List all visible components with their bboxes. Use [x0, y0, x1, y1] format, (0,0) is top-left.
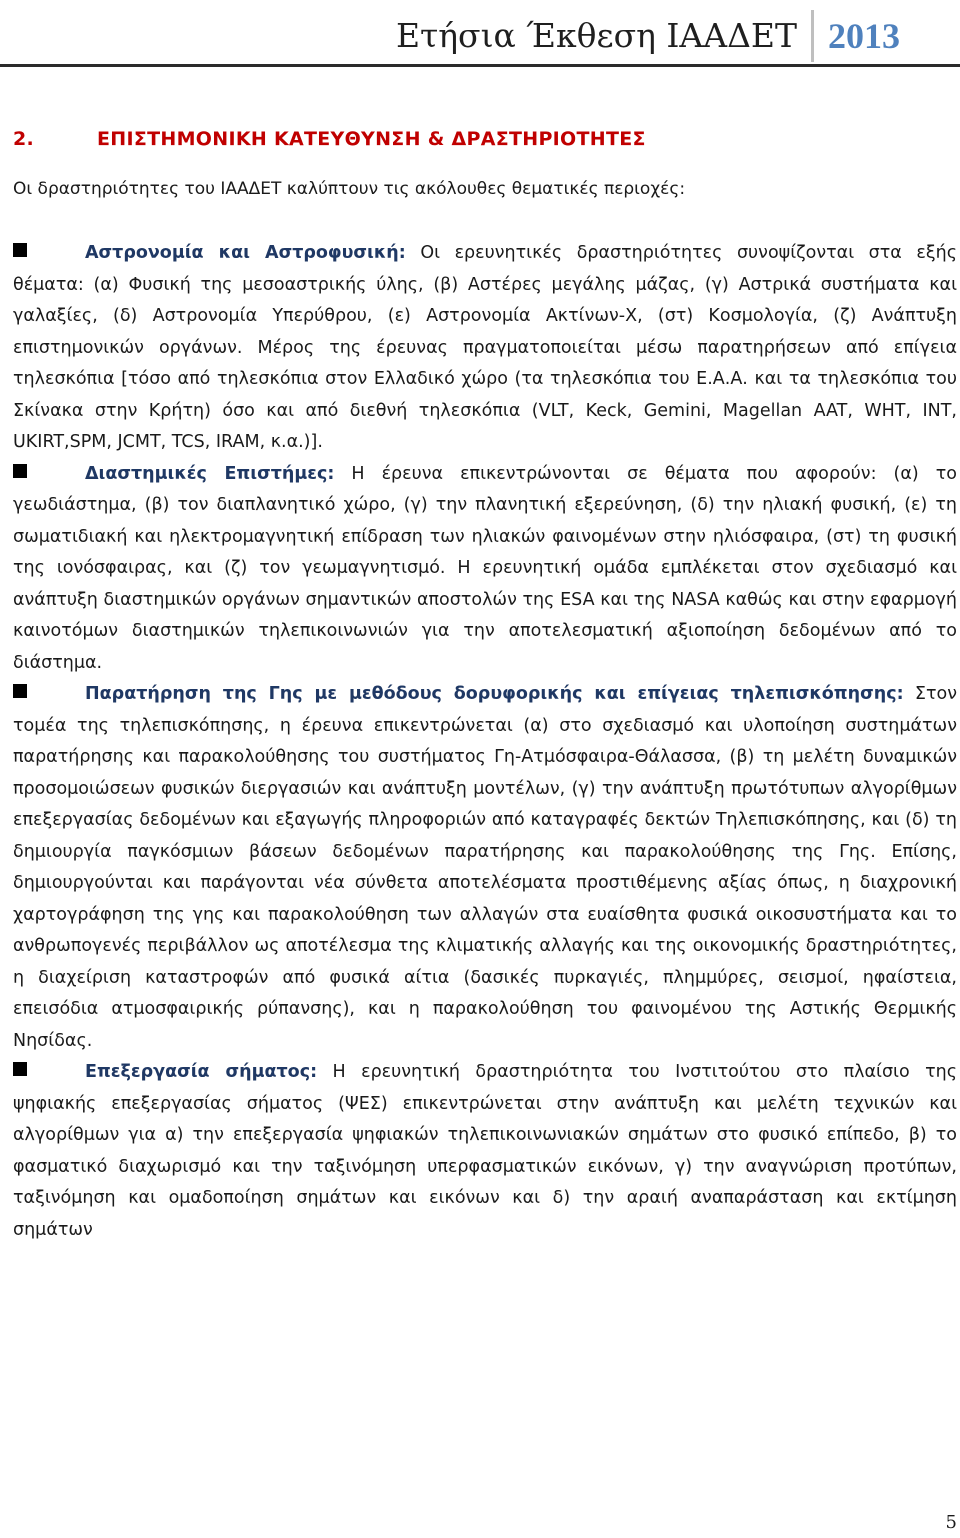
item-title: Αστρονομία και Αστροφυσική:	[85, 243, 406, 263]
item-text: Η έρευνα επικεντρώνονται σε θέματα που αφορούν: (α) το γεωδιάστημα, (β) τον διαπλανητικό χώρο, (γ) την πλανητική εξερεύνηση, (δ) την ηλιακή φυσική, (ε) τη σωματιδιακή και ηλεκτρομαγνητική επίδραση των ηλιακών φαινομένων στην ηλιόσφαιρα, (στ) τη φυσική της ιονόσφαιρας, και (ζ) τον γεωμαγνητισμό. Η ερευνητική ομάδα εμπλέκεται στον σχεδιασμό και ανάπτυξη διαστημικών οργάνων σημαντικών αποστολών της ESA και της NASA καθώς και στην εφαρμογή καινοτόμων διαστημικών τηλεπικοινωνιών για την αποτελεσματική αξιοποίηση δεδομένων από το διάστημα.	[13, 463, 957, 673]
item-text: Οι ερευνητικές δραστηριότητες συνοψίζονται στα εξής θέματα: (α) Φυσική της μεσοαστρικής ύλης, (β) Αστέρες μεγάλης μάζας, (γ) Αστρικά συστήματα και γαλαξίες, (δ) Αστρονομία Υπερύθρου, (ε) Αστρονομία Ακτίνων-Χ, (στ) Κοσμολογία, (ζ) Ανάπτυξη επιστημονικών οργάνων. Μέρος της έρευνας πραγματοποιείται μέσω παρατηρήσεων από επίγεια τηλεσκόπια [τόσο από τηλεσκόπια στον Ελλαδικό χώρο (τα τηλεσκόπια του Ε.Α.Α. και τα τηλεσκόπια του Σκίνακα στην Κρήτη) όσο και από διεθνή τηλεσκόπια (VLT, Keck, Gemini, Magellan AAT, WHT, INT, UKIRT,SPM, JCMT, TCS, IRAM, κ.α.)].	[13, 243, 957, 452]
list-item	[13, 238, 957, 459]
square-bullet-icon	[13, 464, 27, 478]
section-heading	[13, 128, 957, 150]
item-title: Παρατήρηση της Γης με μεθόδους δορυφορικής και επίγειας τηλεπισκόπησης:	[85, 684, 904, 704]
intro-paragraph: Οι δραστηριότητες του ΙΑΑΔΕΤ καλύπτουν τις ακόλουθες θεματικές περιοχές:	[13, 179, 686, 199]
page-content	[13, 128, 957, 1246]
list-item	[13, 459, 957, 680]
item-text: Στον τομέα της τηλεπισκόπησης, η έρευνα επικεντρώνεται (α) στο σχεδιασμό και υλοποίηση συστημάτων παρατήρησης και παρακολούθησης του συστήματος Γη-Ατμόσφαιρα-Θάλασσα, (β) τη μελέτη δυναμικών προσομοιώσεων φυσικών διεργασιών και ανάπτυξη μοντέλων, (γ) την ανάπτυξη πρωτότυπων αλγορίθμων επεξεργασίας δεδομένων και εξαγωγής πληροφοριών από καταγραφές δεκτών Τηλεπισκόπησης, και (δ) τη δημιουργία παγκόσμιων βάσεων δεδομένων παρατήρησης και παρακολούθησης της Γης. Επίσης, δημιουργούνται και παράγονται νέα σύνθετα αποτελέσματα προστιθέμενης αξίας όπως, η διαχρονική χαρτογράφηση της γης και παρακολούθηση των αλλαγών στα ευαίσθητα φυσικά οικοσυστήματα και το ανθρωπογενές περιβάλλον ως αποτέλεσμα της κλιματικής αλλαγής και της οικονομικής δραστηριότητες, η διαχείριση καταστροφών από φυσικά αίτια (δασικές πυρκαγιές, πλημμύρες, σεισμοί, ηφαίστεια, επεισόδια ατμοσφαιρικής ρύπανσης), και η παρακολούθηση του φαινομένου της Αστικής Θερμικής Νησίδας.	[13, 684, 957, 1051]
item-title: Διαστημικές Επιστήμες:	[85, 463, 335, 484]
page-header	[396, 10, 900, 62]
item-title: Επεξεργασία σήματος:	[85, 1062, 318, 1082]
item-text: Η ερευνητική δραστηριότητα του Ινστιτούτου στο πλαίσιο της ψηφιακής επεξεργασίας σήματος (ΨΕΣ) επικεντρώνεται στην ανάπτυξη και μελέτη τεχνικών και αλγορίθμων για α) την επεξεργασία ψηφιακών τηλεπικοινωνιακών σημάτων στο φυσικό επίπεδο, β) το φασματικό διαχωρισμό και την ταξινόμηση υπερφασματικών εικόνων, γ) την αναγνώριση προτύπων, ταξινόμηση και ομαδοποίηση σημάτων και εικόνων και δ) την αραιή αναπαράσταση και εκτίμηση σημάτων	[13, 1062, 957, 1240]
list-item	[13, 679, 957, 1057]
header-year: 2013	[828, 16, 900, 56]
list-item	[13, 1057, 957, 1246]
square-bullet-icon	[13, 684, 27, 698]
header-rule	[0, 64, 960, 67]
page-number: 5	[945, 1512, 957, 1533]
section-title: ΕΠΙΣΤΗΜΟΝΙΚΗ ΚΑΤΕΥΘΥΝΣΗ & ΔΡΑΣΤΗΡΙΟΤΗΤΕΣ	[97, 128, 646, 150]
square-bullet-icon	[13, 243, 27, 257]
square-bullet-icon	[13, 1062, 27, 1076]
header-title: Ετήσια Έκθεση ΙΑΑΔΕΤ	[395, 16, 797, 55]
section-number: 2.	[13, 128, 35, 150]
